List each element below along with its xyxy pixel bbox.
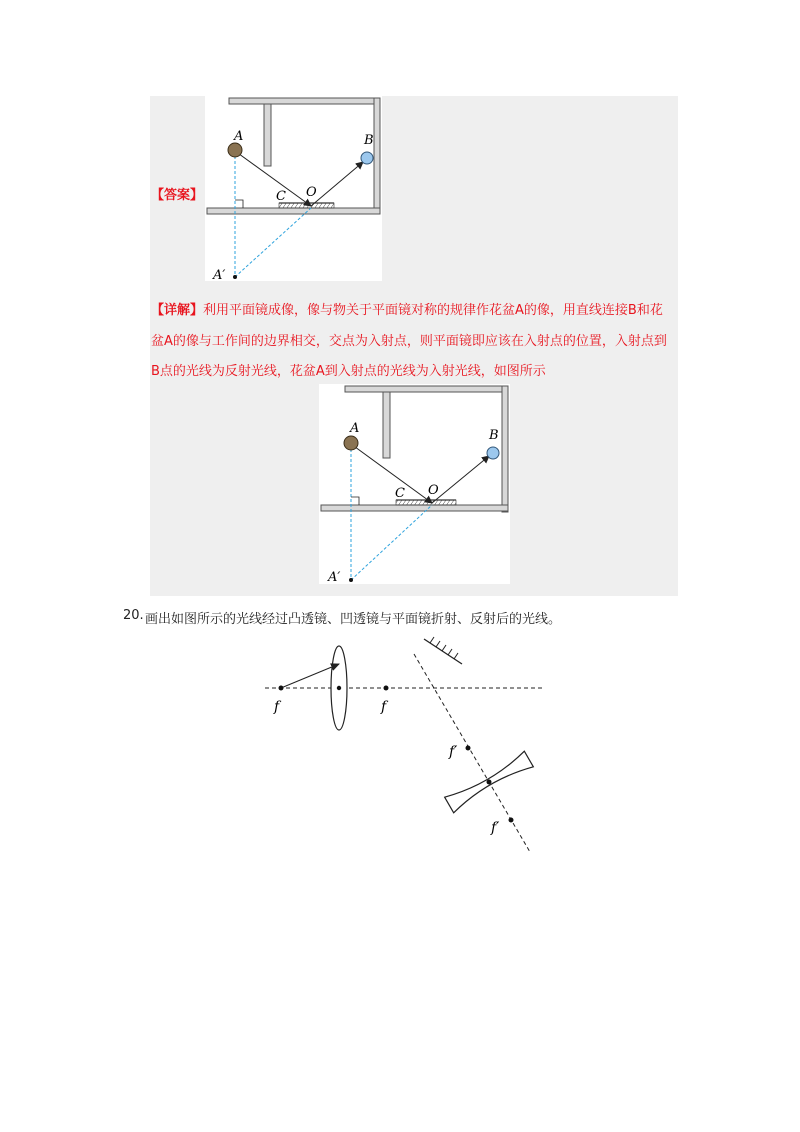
label-f-right: f [381, 699, 387, 715]
label-f-prime-bottom: f′ [491, 820, 500, 836]
partition [383, 392, 390, 458]
incoming-ray-convex [281, 664, 339, 688]
focus-point [279, 686, 284, 691]
top-wall [229, 98, 380, 104]
answer-label: 【答案】 [151, 188, 204, 203]
label-a: A [234, 129, 244, 144]
incident-ray [351, 444, 432, 503]
image-point [349, 578, 353, 582]
label-a: A [350, 421, 360, 436]
label-c: C [276, 189, 286, 204]
label-o: O [428, 483, 439, 498]
label-o: O [306, 185, 317, 200]
image-point [233, 275, 237, 279]
detail-label: 【详解】 [151, 303, 204, 318]
detail-figure [319, 384, 510, 584]
label-f-left: f [274, 699, 280, 715]
label-f-prime-top: f′ [449, 744, 458, 760]
reflected-ray [432, 456, 489, 503]
image-line [235, 208, 311, 277]
plane-mirror [279, 203, 334, 208]
question-figure [262, 634, 547, 856]
focus-point [384, 686, 389, 691]
label-b: B [489, 428, 499, 443]
question-number: 20. [123, 608, 144, 623]
floor [207, 208, 380, 214]
question-text: 画出如图所示的光线经过凸透镜、凹透镜与平面镜折射、反射后的光线。 [145, 612, 562, 627]
floor [321, 505, 508, 511]
focus-point [466, 746, 471, 751]
reflected-ray [311, 162, 363, 206]
right-angle-mark [351, 497, 359, 505]
optical-center [337, 686, 341, 690]
label-c: C [395, 486, 405, 501]
right-wall [374, 98, 380, 214]
detail-paragraph [151, 296, 675, 388]
image-line [351, 505, 432, 580]
point-b [487, 447, 499, 459]
label-a-prime: A′ [328, 570, 341, 584]
label-a-prime: A′ [213, 268, 226, 281]
principal-axis-concave [414, 654, 530, 852]
point-b [361, 152, 373, 164]
label-b: B [364, 133, 374, 148]
plane-mirror [396, 500, 456, 505]
answer-figure [205, 96, 382, 281]
right-angle-mark [235, 200, 243, 208]
right-wall [502, 386, 508, 512]
top-wall [345, 386, 508, 392]
optical-center [487, 780, 492, 785]
focus-point [509, 818, 514, 823]
detail-text: 利用平面镜成像，像与物关于平面镜对称的规律作花盆A的像，用直线连接B和花盆A的像与工作间的边界相交，交点为入射点，则平面镜即应该在入射点的位置，入射点到B点的光线为反射光线，花盆A到入射点的光线为入射光线，如图所示 [151, 303, 667, 379]
incident-ray [235, 151, 311, 206]
flower-pot-a [344, 436, 358, 450]
flower-pot-a [228, 143, 242, 157]
partition [264, 104, 271, 166]
